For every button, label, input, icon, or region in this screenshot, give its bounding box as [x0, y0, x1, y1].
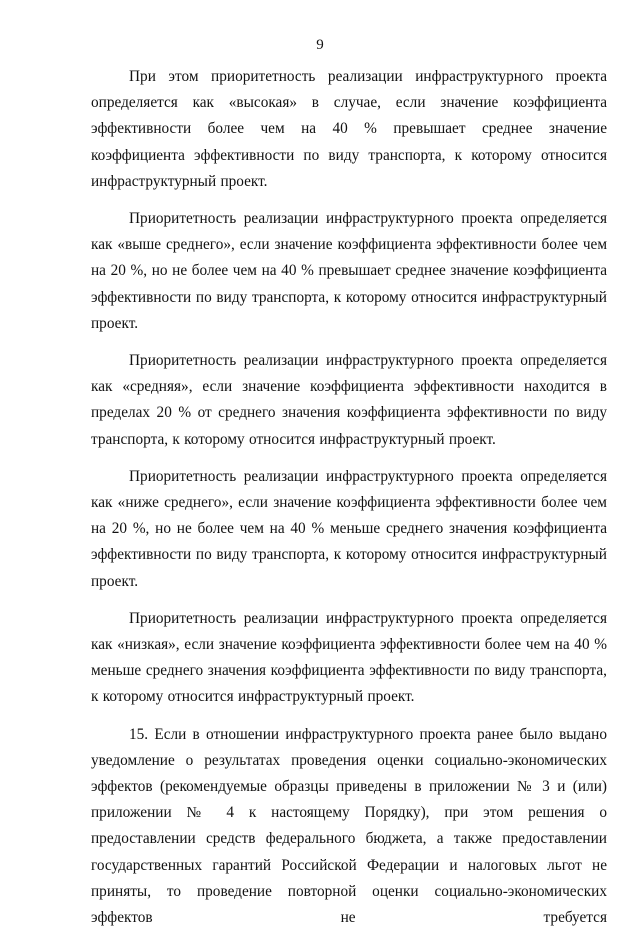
paragraph-priority-high: При этом приоритетность реализации инфраструктурного проекта определяется как «высокая» в случае, если значение коэффициента эффективности более чем на 40 % превышает среднее значение коэффициента эффективности по виду транспорта, к которому относится инфраструктурный проект.	[91, 68, 607, 190]
document-body	[91, 64, 607, 942]
paragraph-priority-low: Приоритетность реализации инфраструктурного проекта определяется как «низкая», если значение коэффициента эффективности более чем на 40 % меньше среднего значения коэффициента эффективности по виду транспорта, к которому относится инфраструктурный проект.	[91, 609, 607, 706]
page-number: 9	[316, 37, 324, 53]
paragraph-priority-above-average: Приоритетность реализации инфраструктурного проекта определяется как «выше среднего», если значение коэффициента эффективности более чем на 20 %, но не более чем на 40 % превышает среднее значение коэффициента эффективности по виду транспорта, к которому относится инфраструктурный проект.	[91, 210, 607, 332]
paragraph-priority-average: Приоритетность реализации инфраструктурного проекта определяется как «средняя», если значение коэффициента эффективности находится в пределах 20 % от среднего значения коэффициента эффективности по виду транспорта, к которому относится инфраструктурный проект.	[91, 352, 607, 448]
paragraph-item-15: 15. Если в отношении инфраструктурного проекта ранее было выдано уведомление о результатах проведения оценки социально-экономических эффектов (рекомендуемые образцы приведены в приложении № 3 и (или) приложении № 4 к настоящему Порядку), при этом решения о предоставлении средств федерального бюджета, а также предоставлении государственных гарантий Российской Федерации и налоговых льгот не приняты, то проведение повторной оценки социально-экономических эффектов не требуется	[91, 725, 607, 927]
paragraph-priority-below-average: Приоритетность реализации инфраструктурного проекта определяется как «ниже среднего», если значение коэффициента эффективности более чем на 20 %, но не более чем на 40 % меньше среднего значения коэффициента эффективности по виду транспорта, к которому относится инфраструктурный проект.	[91, 467, 607, 590]
